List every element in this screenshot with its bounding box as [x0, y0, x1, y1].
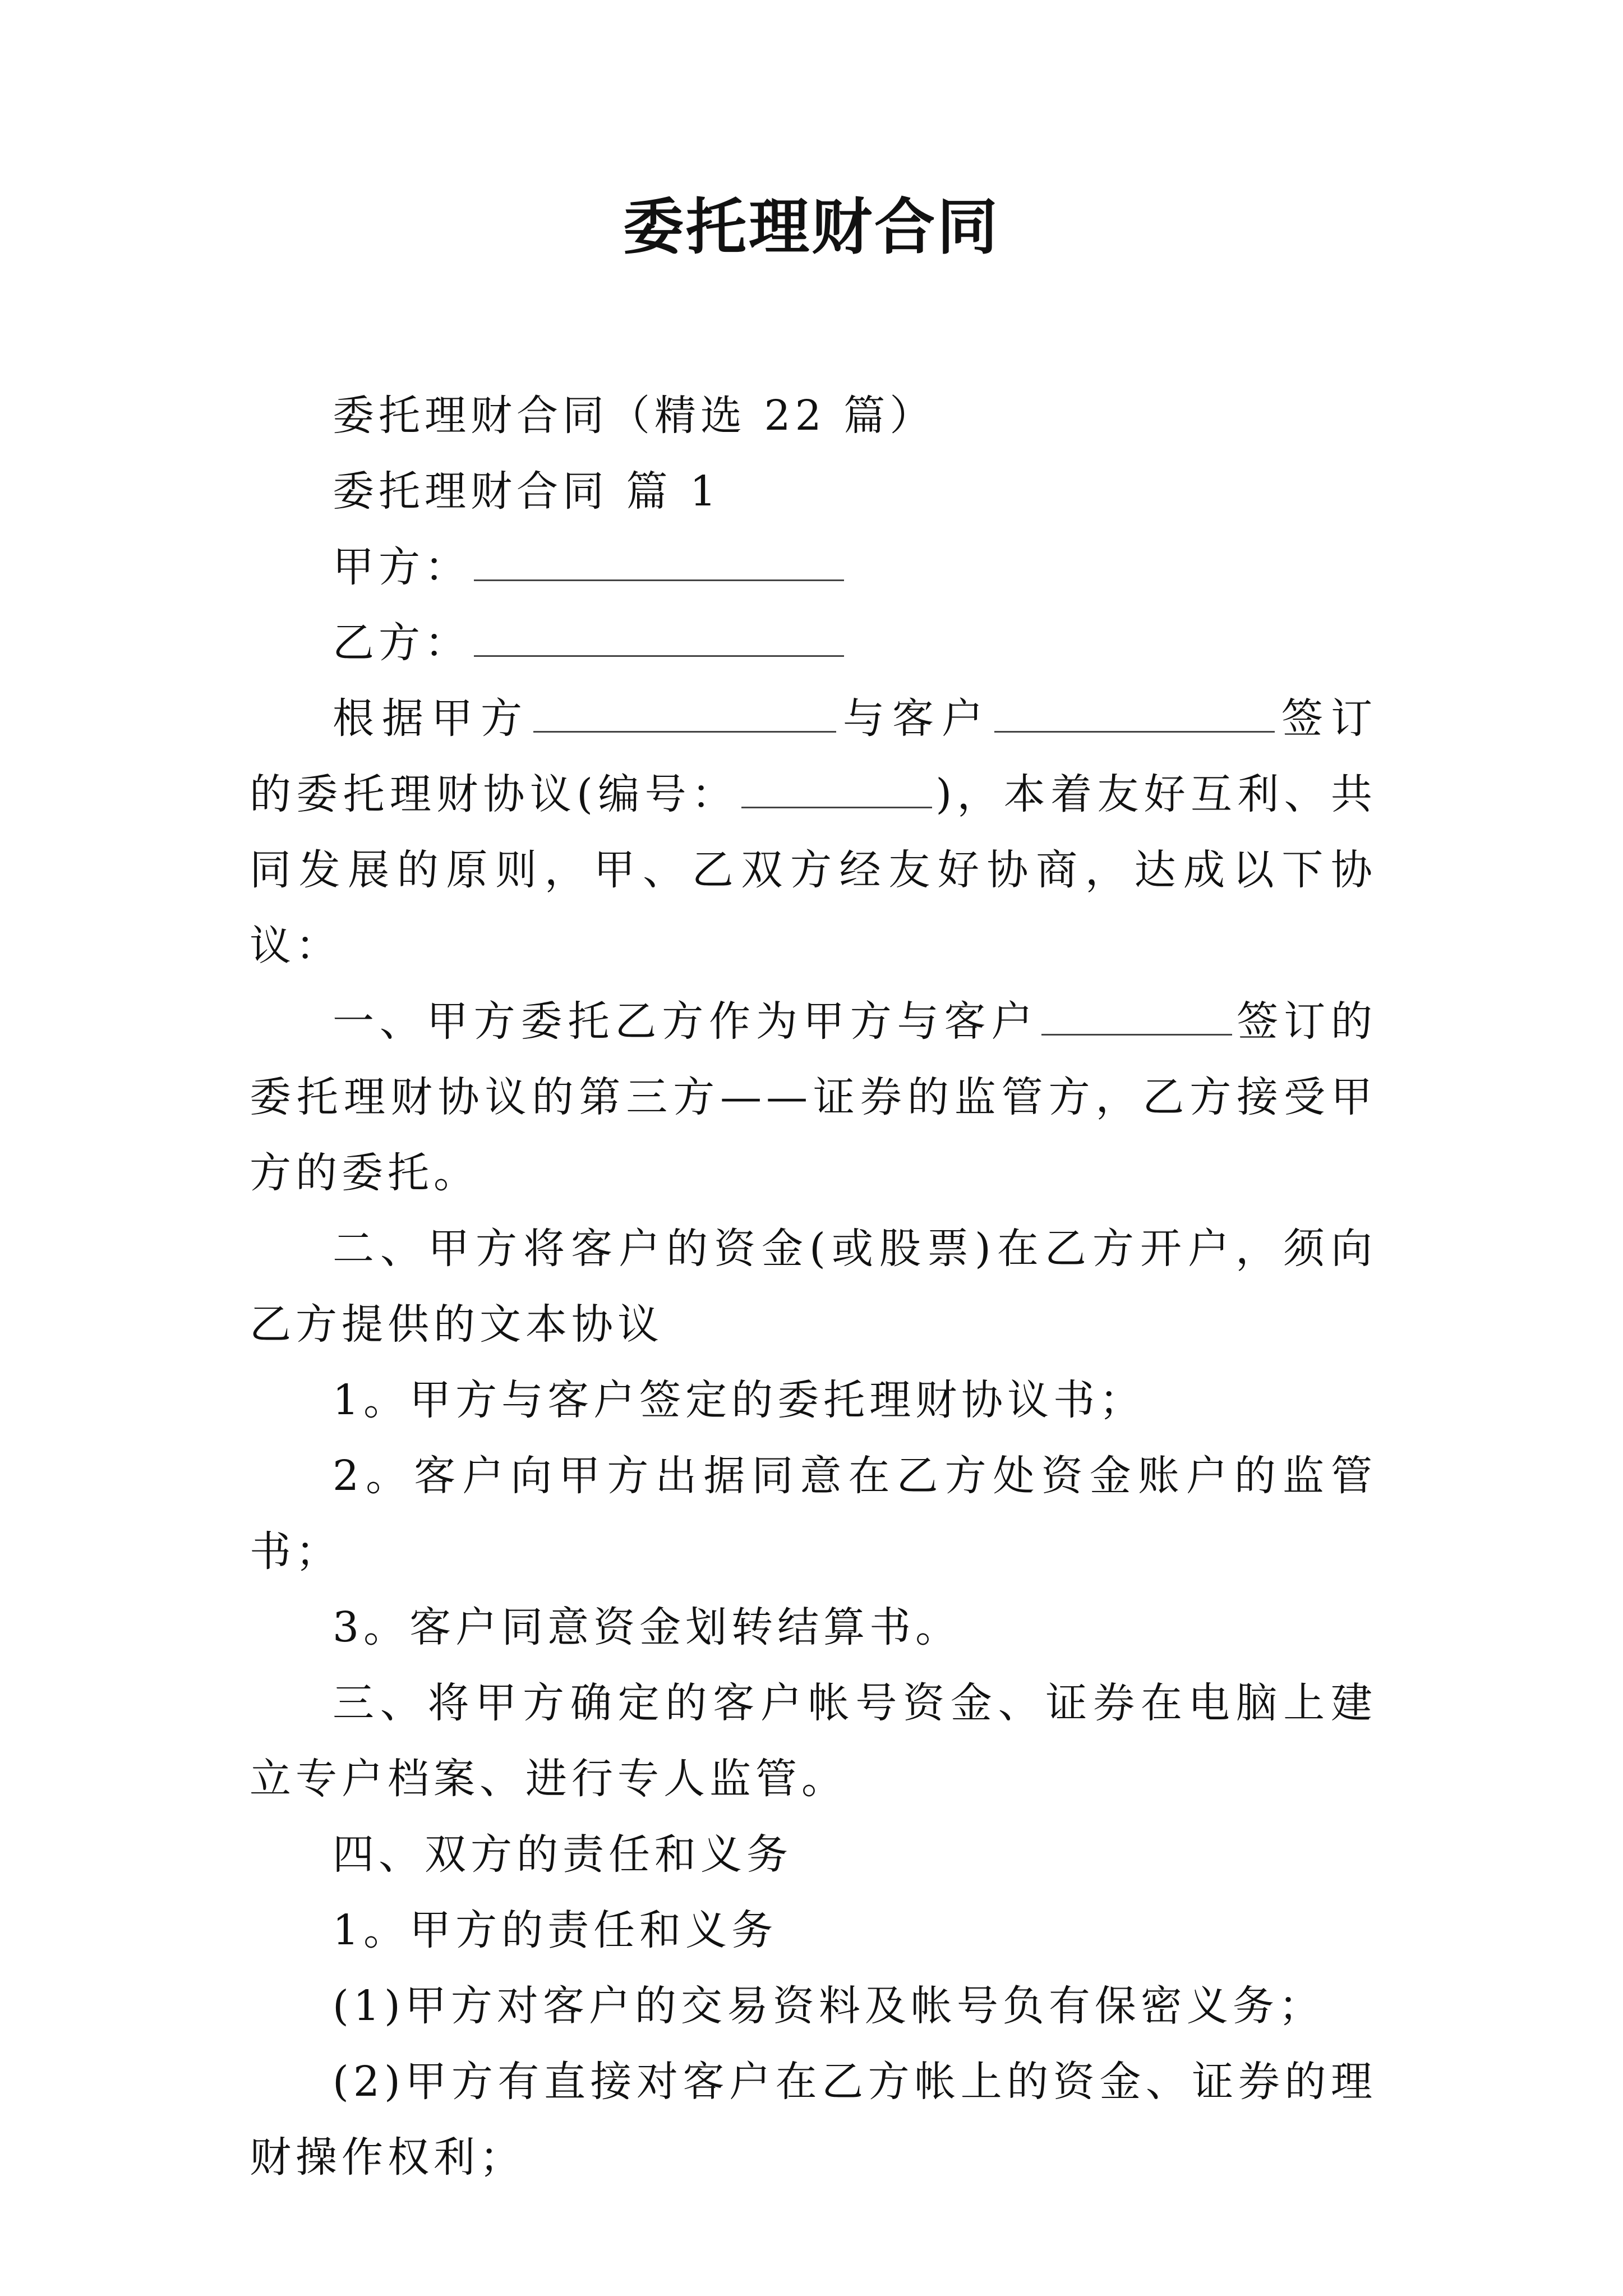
party-a-blank	[474, 536, 844, 581]
agreement-number-blank	[741, 763, 932, 808]
clause-4-1-2-paragraph: (2)甲方有直接对客户在乙方帐上的资金、证券的理财操作权利；	[250, 2058, 1377, 2182]
party-a-name-blank	[533, 687, 836, 733]
basis-text-3: 签订的委托理财协议(编号：	[250, 694, 1377, 818]
item-3-paragraph: 3。客户同意资金划转结算书。	[333, 1603, 962, 1651]
party-b-blank	[474, 611, 844, 657]
party-b-line	[250, 605, 1377, 681]
clause-1-text-1: 一、甲方委托乙方作为甲方与客户	[333, 997, 1039, 1046]
clause-3-paragraph: 三、将甲方确定的客户帐号资金、证券在电脑上建立专户档案、进行专人监管。	[250, 1679, 1377, 1803]
item-2-paragraph: 2。客户向甲方出据同意在乙方处资金账户的监管书；	[250, 1452, 1377, 1576]
document-title: 委托理财合同	[623, 192, 1000, 263]
basis-text-4: )，本着友好互利、共同发展的原则，甲、乙双方经友好协商，达成以下协议：	[250, 770, 1377, 970]
clause-4-1-1-paragraph: (1)甲方对客户的交易资料及帐号负有保密义务；	[333, 1982, 1325, 2030]
basis-text-2: 与客户	[840, 694, 991, 743]
basis-text-1: 根据甲方	[333, 694, 530, 743]
clause-4-heading: 四、双方的责任和义务	[333, 1830, 792, 1879]
clause-1-text-2: 签订的委托理财协议的第三方——证券的监管方，乙方接受甲方的委托。	[250, 997, 1377, 1197]
clause-1-client-blank	[1041, 990, 1232, 1036]
party-a-label: 甲方：	[333, 543, 471, 591]
clause-2-paragraph: 二、甲方将客户的资金(或股票)在乙方开户，须向乙方提供的文本协议	[250, 1225, 1377, 1349]
subtitle-paragraph: 委托理财合同（精选 22 篇）	[333, 392, 936, 440]
document-body	[250, 378, 1377, 2196]
party-b-label: 乙方：	[333, 619, 471, 667]
clause-4-1-heading: 1。甲方的责任和义务	[333, 1906, 778, 1954]
clause-1-paragraph	[250, 984, 1377, 1211]
chapter-heading: 委托理财合同 篇 1	[333, 467, 721, 516]
basis-paragraph	[250, 681, 1377, 984]
party-a-line	[250, 530, 1377, 605]
item-1-paragraph: 1。甲方与客户签定的委托理财协议书；	[333, 1376, 1146, 1424]
client-name-blank	[994, 687, 1275, 733]
